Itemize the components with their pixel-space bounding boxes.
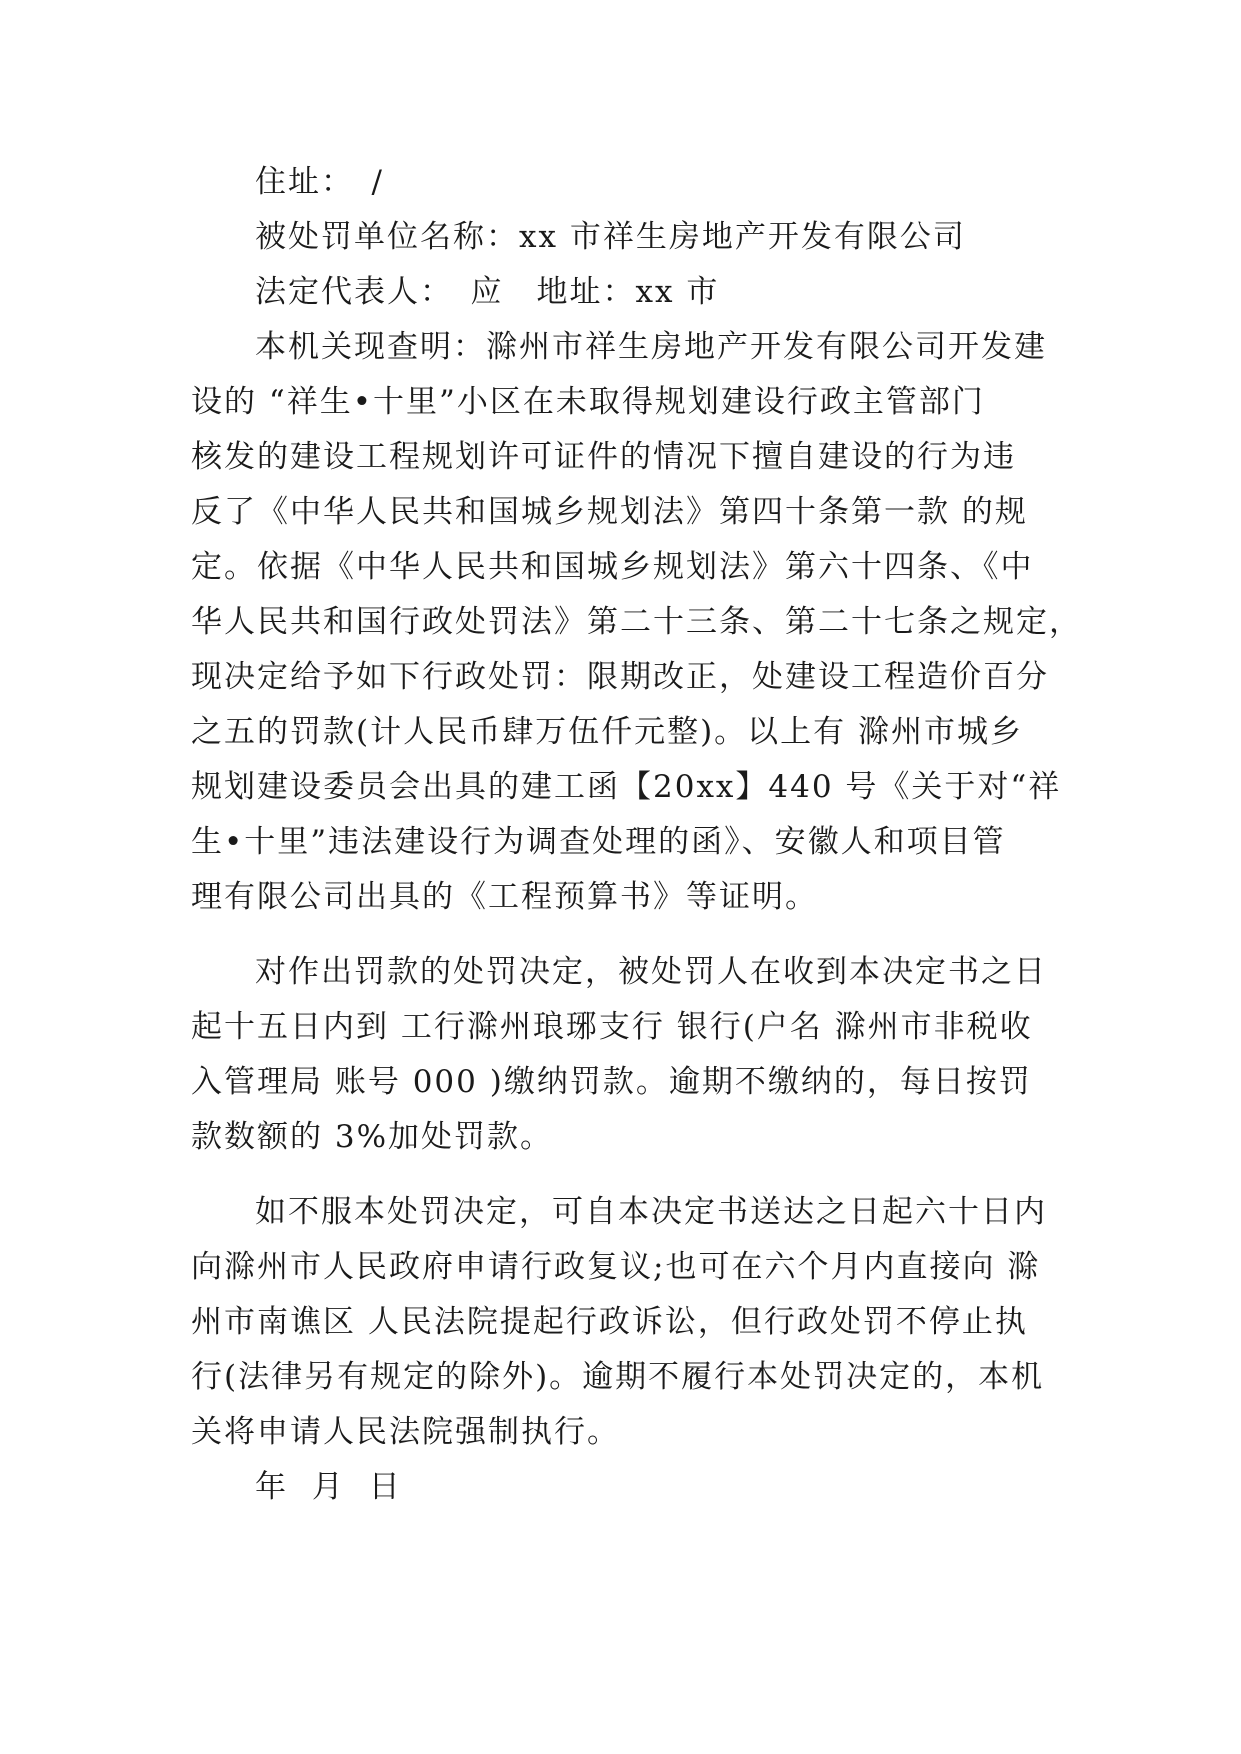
paragraph-spacer	[191, 925, 1051, 945]
paragraph-spacer	[191, 1165, 1051, 1185]
appeal-paragraph	[191, 1185, 1051, 1460]
paragraph-line: 规划建设委员会出具的建工函【20xx】440 号《关于对“祥	[191, 769, 1062, 805]
findings-paragraph	[191, 320, 1082, 925]
paragraph-line: 核发的建设工程规划许可证件的情况下擅自建设的行为违	[191, 439, 1016, 475]
paragraph-line: 起十五日内到 工行滁州琅琊支行 银行(户名 滁州市非税收	[191, 1009, 1033, 1045]
paragraph-line: 定。依据《中华人民共和国城乡规划法》第六十四条、《中	[191, 549, 1034, 585]
paragraph-line: 设的 “祥生•十里”小区在未取得规划建设行政主管部门	[191, 384, 985, 420]
paragraph-line: 州市南谯区 人民法院提起行政诉讼，但行政处罚不停止执	[191, 1304, 1028, 1340]
paragraph-line: 向滁州市人民政府申请行政复议;也可在六个月内直接向 滁	[191, 1249, 1041, 1285]
paragraph-line: 对作出罚款的处罚决定，被处罚人在收到本决定书之日	[255, 954, 1047, 990]
address-line: 住址： /	[255, 164, 384, 200]
paragraph-line: 款数额的 3%加处罚款。	[191, 1119, 554, 1155]
paragraph-line: 理有限公司出具的《工程预算书》等证明。	[191, 879, 818, 915]
paragraph-line: 行(法律另有规定的除外)。逾期不履行本处罚决定的，本机	[191, 1359, 1045, 1395]
paragraph-line: 如不服本处罚决定，可自本决定书送达之日起六十日内	[255, 1194, 1047, 1230]
document-page	[191, 155, 1082, 1515]
paragraph-line: 生•十里”违法建设行为调查处理的函》、安徽人和项目管	[191, 824, 1006, 860]
legal-representative-line: 法定代表人： 应 地址：xx 市	[255, 274, 720, 310]
payment-paragraph	[191, 945, 1051, 1165]
paragraph-line: 关将申请人民法院强制执行。	[191, 1414, 620, 1450]
paragraph-line: 入管理局 账号 000 )缴纳罚款。逾期不缴纳的，每日按罚	[191, 1064, 1032, 1100]
paragraph-line: 之五的罚款(计人民币肆万伍仟元整)。以上有 滁州市城乡	[191, 714, 1024, 750]
paragraph-line: 反了《中华人民共和国城乡规划法》第四十条第一款 的规	[191, 494, 1028, 530]
paragraph-line: 华人民共和国行政处罚法》第二十三条、第二十七条之规定，	[191, 604, 1082, 640]
date-line: 年 月 日	[255, 1469, 402, 1505]
paragraph-line: 本机关现查明：滁州市祥生房地产开发有限公司开发建	[255, 329, 1047, 365]
entity-name-line: 被处罚单位名称：xx 市祥生房地产开发有限公司	[255, 219, 966, 255]
paragraph-line: 现决定给予如下行政处罚：限期改正，处建设工程造价百分	[191, 659, 1049, 695]
